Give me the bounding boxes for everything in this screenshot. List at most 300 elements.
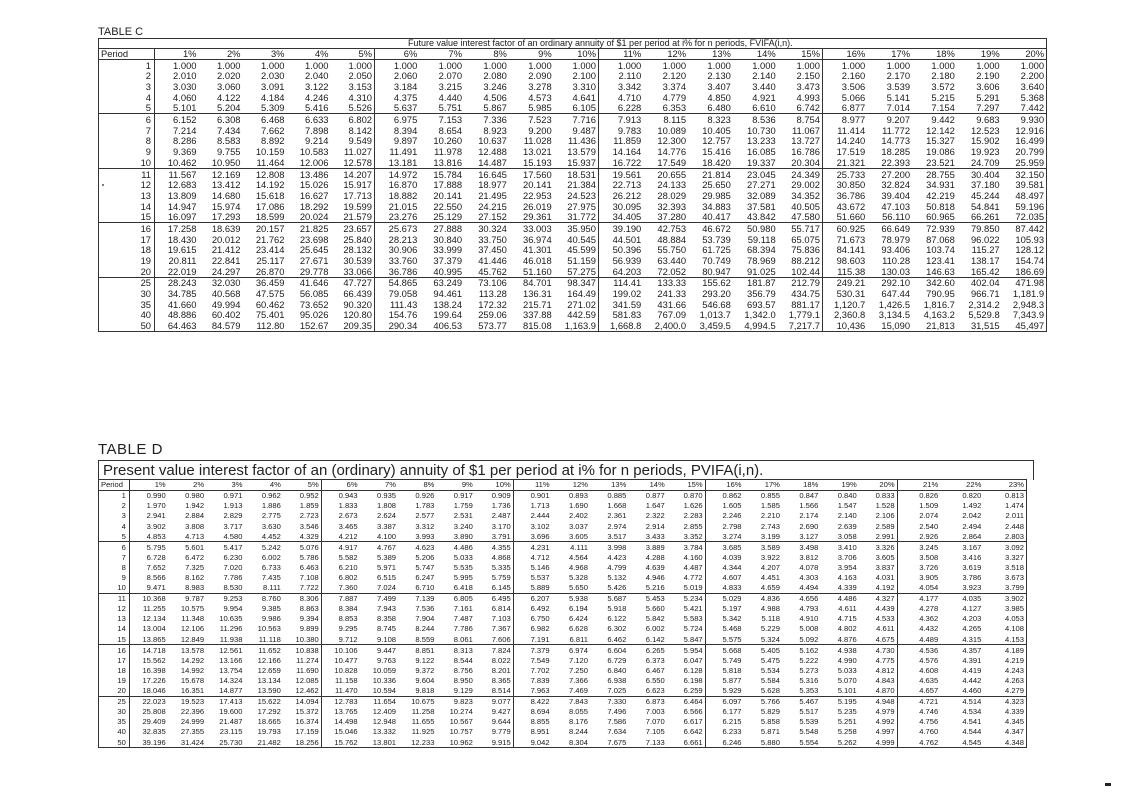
d-column-header: 11% <box>513 480 551 491</box>
value-cell: 2.494 <box>962 521 982 531</box>
value-cell: 2.120 <box>662 70 687 82</box>
value-cell: 4.327 <box>859 593 897 604</box>
value-cell: 4.310 <box>331 92 375 103</box>
value-cell: 10.567 <box>449 717 473 727</box>
value-cell: 6.633 <box>305 114 329 126</box>
value-cell: 4.329 <box>283 531 321 542</box>
d-column-header: 2% <box>168 480 206 491</box>
value-cell: 5.309 <box>243 103 287 114</box>
value-cell: 3.326 <box>859 542 897 553</box>
value-cell: 7.108 <box>283 573 321 583</box>
c-column-header: 10% <box>554 49 599 60</box>
value-cell: 3.606 <box>976 81 1000 93</box>
value-cell: 7.379 <box>530 645 550 655</box>
value-cell: 51.159 <box>554 255 599 266</box>
value-cell: 93.406 <box>881 244 911 256</box>
c-column-header: 9% <box>509 49 554 60</box>
value-cell: 6.247 <box>415 573 435 582</box>
value-cell: 2.941 <box>146 511 166 521</box>
value-cell: 8.694 <box>530 707 550 717</box>
value-cell: 14.773 <box>881 135 911 147</box>
value-cell: 164.49 <box>554 288 599 299</box>
value-cell: 5,529.8 <box>968 309 1000 321</box>
value-cell: 3.786 <box>962 573 982 582</box>
value-cell: 241.33 <box>657 288 687 300</box>
value-cell: 22.396 <box>180 707 205 717</box>
value-cell: 5.858 <box>760 717 780 727</box>
d-column-header: 4% <box>244 480 282 491</box>
value-cell: 337.88 <box>523 309 552 321</box>
value-cell: 12.948 <box>372 717 397 727</box>
value-cell: 40.568 <box>211 288 241 300</box>
value-cell: 10.838 <box>283 645 321 656</box>
value-cell: 20.141 <box>433 190 463 201</box>
value-cell: 767.09 <box>657 309 687 321</box>
value-cell: 4.997 <box>859 727 897 737</box>
value-cell: 55.717 <box>778 223 823 234</box>
value-cell: 2.080 <box>483 70 507 82</box>
value-cell: 3.465 <box>338 521 358 531</box>
value-cell: 10.575 <box>180 604 205 614</box>
value-cell: 10.583 <box>299 146 329 158</box>
period-cell: 5 <box>99 531 130 542</box>
value-cell: 26.212 <box>612 190 642 201</box>
table-row <box>99 266 1047 277</box>
value-cell: 24.133 <box>657 179 687 191</box>
value-cell: 87.068 <box>926 234 955 245</box>
value-cell: 4.100 <box>360 531 398 542</box>
value-cell: 20.157 <box>255 222 285 234</box>
value-cell: 7.499 <box>377 594 397 604</box>
value-cell: 18.046 <box>129 686 167 697</box>
value-cell: 7.786 <box>453 624 473 634</box>
value-cell: 4.545 <box>962 737 982 747</box>
value-cell: 7.003 <box>645 707 665 717</box>
value-cell: 4.219 <box>1004 655 1024 665</box>
table-d-header-row <box>99 480 1027 491</box>
value-cell: 5.229 <box>760 624 780 634</box>
table-row <box>99 125 1047 136</box>
value-cell: 2.040 <box>305 70 329 82</box>
value-cell: 6.002 <box>645 624 665 634</box>
value-cell: 4.246 <box>305 92 329 103</box>
period-cell: 40 <box>99 310 155 321</box>
value-cell: 5.405 <box>760 645 780 655</box>
value-cell: 11.296 <box>219 624 243 634</box>
value-cell: 8.055 <box>568 707 588 717</box>
value-cell: 13.412 <box>211 179 241 191</box>
value-cell: 6.729 <box>607 655 627 665</box>
value-cell: 4.946 <box>645 573 665 582</box>
d-column-header: 8% <box>398 480 436 491</box>
value-cell: 152.67 <box>299 320 329 332</box>
value-cell: 2,360.8 <box>833 309 866 321</box>
value-cell: 98.603 <box>836 255 866 267</box>
value-cell: 4.203 <box>962 614 982 624</box>
value-cell: 25.673 <box>388 222 418 234</box>
value-cell: 3.902 <box>1004 594 1024 604</box>
value-cell: 3.416 <box>962 552 982 562</box>
value-cell: 59.196 <box>1015 200 1045 212</box>
value-cell: 155.62 <box>702 277 731 289</box>
value-cell: 14.487 <box>464 157 509 168</box>
value-cell: 4.607 <box>722 573 742 582</box>
value-cell: 2.150 <box>778 71 823 82</box>
value-cell: 3.923 <box>940 583 983 594</box>
value-cell: 12.169 <box>211 168 241 180</box>
value-cell: 4.580 <box>206 531 244 542</box>
value-cell: 10.405 <box>702 125 731 136</box>
value-cell: 471.98 <box>1015 277 1045 289</box>
value-cell: 6.142 <box>628 634 666 645</box>
value-cell: 7.025 <box>590 686 628 697</box>
value-cell: 8.384 <box>338 604 358 614</box>
value-cell: 7.824 <box>475 645 513 656</box>
value-cell: 1.000 <box>528 59 552 71</box>
value-cell: 0.826 <box>919 491 939 501</box>
value-cell: 18.599 <box>243 212 287 223</box>
value-cell: 5.222 <box>799 655 819 665</box>
value-cell: 9.369 <box>173 146 197 158</box>
value-cell: 2.170 <box>886 70 911 82</box>
value-cell: 39.190 <box>612 222 642 234</box>
value-cell: 11.938 <box>206 634 244 645</box>
value-cell: 4.659 <box>744 583 782 594</box>
value-cell: 9.372 <box>415 665 435 675</box>
value-cell: 47.727 <box>331 277 375 288</box>
value-cell: 3.518 <box>1004 562 1024 572</box>
value-cell: 0.885 <box>607 491 627 501</box>
value-cell: 4.111 <box>570 542 588 552</box>
value-cell: 2.042 <box>962 511 982 521</box>
value-cell: 5.368 <box>1020 92 1045 103</box>
value-cell: 3.812 <box>799 552 819 562</box>
value-cell: 434.75 <box>778 288 823 299</box>
value-cell: 22.953 <box>523 190 552 201</box>
value-cell: 68.394 <box>746 244 776 256</box>
value-cell: 4.323 <box>1004 697 1024 707</box>
value-cell: 3.278 <box>528 81 552 93</box>
value-cell: 60.402 <box>211 309 241 321</box>
value-cell: 4.391 <box>962 655 982 665</box>
value-cell: 11.158 <box>334 675 358 685</box>
value-cell: 5.537 <box>530 573 550 582</box>
value-cell: 5.146 <box>530 562 550 572</box>
value-cell: 2.200 <box>1020 70 1045 82</box>
table-row <box>99 501 1027 511</box>
value-cell: 94.461 <box>433 288 463 300</box>
value-cell: 2.926 <box>897 531 940 542</box>
c-column-header: 3% <box>243 49 287 60</box>
value-cell: 3.589 <box>760 542 780 552</box>
table-row <box>99 60 1047 71</box>
period-cell: 50 <box>99 321 155 332</box>
d-column-header: 16% <box>705 480 743 491</box>
value-cell: 4.054 <box>897 583 940 594</box>
c-column-header: 16% <box>822 49 867 60</box>
value-cell: 12.659 <box>257 665 281 675</box>
value-cell: 112.80 <box>256 320 285 332</box>
period-cell: 1 <box>99 491 130 502</box>
value-cell: 4.870 <box>859 686 897 697</box>
value-cell: 10.635 <box>219 614 243 624</box>
value-cell: 14.498 <box>334 717 358 727</box>
value-cell: 6.750 <box>530 614 550 624</box>
value-cell: 42.219 <box>926 190 955 201</box>
value-cell: 19.599 <box>331 201 375 212</box>
table-row <box>99 563 1027 573</box>
c-column-header: 2% <box>199 49 243 60</box>
value-cell: 6.974 <box>568 645 588 655</box>
value-cell: 3,134.5 <box>878 309 911 321</box>
value-cell: 14.207 <box>331 168 375 179</box>
value-cell: 4.712 <box>530 552 550 562</box>
value-cell: 1.000 <box>217 59 241 71</box>
value-cell: 4.348 <box>1004 737 1024 747</box>
value-cell: 8.559 <box>398 634 436 645</box>
value-cell: 15.622 <box>257 697 281 707</box>
value-cell: 11.925 <box>411 727 435 737</box>
value-cell: 12.578 <box>331 157 375 168</box>
value-cell: 12.106 <box>180 624 205 634</box>
value-cell: 5.141 <box>886 92 911 103</box>
table-row <box>99 491 1027 502</box>
value-cell: 36.974 <box>523 234 552 245</box>
value-cell: 4.968 <box>568 562 588 572</box>
value-cell: 2.246 <box>722 511 742 521</box>
value-cell: 30.840 <box>433 234 463 245</box>
value-cell: 78.969 <box>746 255 776 267</box>
value-cell: 12.523 <box>970 125 1000 136</box>
value-cell: 3.808 <box>185 521 205 531</box>
value-cell: 8.892 <box>261 135 285 147</box>
value-cell: 6.515 <box>377 573 397 582</box>
value-cell: 6.468 <box>261 114 285 126</box>
value-cell: 290.34 <box>388 320 418 332</box>
period-cell: 14 <box>99 624 130 634</box>
value-cell: 9.442 <box>931 114 955 126</box>
value-cell: 5.092 <box>782 634 820 645</box>
value-cell: 4.979 <box>859 707 897 717</box>
value-cell: 7.154 <box>912 103 957 114</box>
value-cell: 4.419 <box>962 665 982 675</box>
value-cell: 5.204 <box>199 103 243 114</box>
value-cell: 11.654 <box>373 697 397 707</box>
value-cell: 172.32 <box>478 299 507 310</box>
value-cell: 0.926 <box>415 491 435 501</box>
value-cell: 103.74 <box>926 244 955 256</box>
value-cell: 87.442 <box>1015 222 1045 234</box>
table-row <box>99 277 1047 288</box>
value-cell: 4.263 <box>1004 675 1024 685</box>
value-cell: 18.292 <box>299 200 329 212</box>
value-cell: 4.035 <box>962 594 982 604</box>
value-cell: 30.906 <box>388 244 418 256</box>
value-cell: 7.360 <box>321 583 359 594</box>
value-cell: 18.430 <box>167 234 197 245</box>
value-cell: 5.101 <box>155 103 199 114</box>
value-cell: 9.915 <box>475 737 513 748</box>
table-row <box>99 656 1027 666</box>
value-cell: 4.999 <box>859 737 897 748</box>
value-cell: 110.28 <box>882 255 911 267</box>
value-cell: 4.948 <box>859 696 897 707</box>
value-cell: 7.139 <box>415 594 435 604</box>
value-cell: 25.730 <box>219 737 243 747</box>
value-cell: 5.724 <box>667 624 705 634</box>
value-cell: 5.867 <box>464 103 509 114</box>
value-cell: 4.362 <box>919 614 939 624</box>
value-cell: 4.760 <box>919 727 939 737</box>
c-column-header: 11% <box>598 49 643 60</box>
value-cell: 7.722 <box>283 583 321 594</box>
value-cell: 9.787 <box>185 594 205 604</box>
period-cell: 1 <box>99 60 155 71</box>
value-cell: 14.324 <box>219 675 243 685</box>
value-cell: 24.709 <box>957 157 1002 168</box>
value-cell: 27.152 <box>464 212 509 223</box>
value-cell: 10.757 <box>449 727 473 737</box>
value-cell: 4.710 <box>617 92 642 103</box>
value-cell: 790.95 <box>926 288 955 300</box>
value-cell: 3.539 <box>886 81 911 93</box>
value-cell: 13.332 <box>372 727 397 737</box>
value-cell: 2.829 <box>223 511 243 521</box>
value-cell: 9.207 <box>886 114 911 126</box>
value-cell: 9.783 <box>617 125 642 136</box>
value-cell: 8.061 <box>436 634 474 645</box>
period-cell: 30 <box>99 707 130 717</box>
value-cell: 7.963 <box>513 686 551 697</box>
value-cell: 2.180 <box>931 70 955 82</box>
period-cell: 14 <box>99 201 155 212</box>
value-cell: 2,400.0 <box>654 320 687 332</box>
value-cell: 54.841 <box>970 200 1000 212</box>
value-cell: 5.008 <box>799 624 819 634</box>
value-cell: 72.035 <box>1002 212 1047 223</box>
value-cell: 15.902 <box>970 135 1000 147</box>
value-cell: 4.910 <box>799 614 819 624</box>
value-cell: 33.003 <box>523 222 552 234</box>
value-cell: 13.727 <box>778 136 823 147</box>
value-cell: 95.026 <box>299 309 329 321</box>
value-cell: 3.122 <box>305 81 329 93</box>
value-cell: 5.889 <box>513 583 551 594</box>
value-cell: 5.954 <box>667 645 705 656</box>
period-cell: 20 <box>99 686 130 697</box>
value-cell: 6.152 <box>173 114 197 126</box>
value-cell: 1.833 <box>338 501 358 511</box>
value-cell: 5.786 <box>283 553 321 563</box>
value-cell: 7.103 <box>475 614 513 624</box>
value-cell: 13.579 <box>554 147 599 158</box>
value-cell: 1.566 <box>799 501 819 511</box>
value-cell: 13.816 <box>419 157 464 168</box>
value-cell: 4.657 <box>897 686 940 697</box>
value-cell: 75.401 <box>255 309 285 321</box>
table-row <box>99 614 1027 624</box>
value-cell: 1,342.0 <box>744 309 776 321</box>
d-column-header: 7% <box>360 480 398 491</box>
value-cell: 11.436 <box>554 136 599 147</box>
value-cell: 0.870 <box>667 491 705 502</box>
value-cell: 402.04 <box>970 277 1000 289</box>
table-row <box>99 310 1047 321</box>
value-cell: 13.181 <box>375 157 420 168</box>
value-cell: 23.115 <box>219 727 243 737</box>
value-cell: 530.31 <box>836 288 866 300</box>
value-cell: 0.855 <box>760 491 780 501</box>
value-cell: 2.074 <box>919 511 939 521</box>
period-cell: 8 <box>99 136 155 147</box>
value-cell: 5.453 <box>645 594 665 604</box>
value-cell: 28.755 <box>926 168 955 180</box>
value-cell: 15.678 <box>180 675 205 685</box>
period-cell: 4 <box>99 521 130 531</box>
value-cell: 7.297 <box>957 103 1002 114</box>
value-cell: 30.850 <box>836 179 866 191</box>
value-cell: 4.812 <box>859 666 897 676</box>
value-cell: 66.261 <box>957 212 1002 223</box>
scan-mark <box>1105 783 1111 786</box>
value-cell: 105.93 <box>1015 234 1045 245</box>
value-cell: 25.808 <box>142 707 166 717</box>
value-cell: 4.536 <box>919 645 939 655</box>
value-cell: 9.385 <box>261 604 281 614</box>
value-cell: 12.006 <box>287 157 331 168</box>
c-column-header: 13% <box>688 49 733 60</box>
period-cell: 25 <box>99 277 155 288</box>
value-cell: 3.153 <box>331 81 375 92</box>
value-cell: 5.291 <box>976 92 1000 103</box>
value-cell: 45.244 <box>970 190 1000 201</box>
c-column-header: 14% <box>733 49 778 60</box>
value-cell: 11.491 <box>389 146 418 158</box>
value-cell: 4.163 <box>837 573 857 582</box>
value-cell: 6.975 <box>393 114 418 126</box>
value-cell: 9.447 <box>377 645 397 655</box>
value-cell: 20.655 <box>657 168 687 180</box>
value-cell: 4.833 <box>705 583 743 594</box>
value-cell: 34.352 <box>778 190 823 201</box>
value-cell: 3.240 <box>453 521 473 531</box>
value-cell: 2.624 <box>377 511 397 521</box>
value-cell: 3.985 <box>1004 604 1024 614</box>
value-cell: 1.000 <box>1020 59 1045 71</box>
value-cell: 8.201 <box>475 666 513 676</box>
value-cell: 35.950 <box>554 223 599 234</box>
value-cell: 17.293 <box>199 212 243 223</box>
value-cell: 17.086 <box>255 200 285 212</box>
value-cell: 6.105 <box>554 103 599 114</box>
value-cell: 7.839 <box>530 675 550 685</box>
value-cell: 546.68 <box>702 299 731 310</box>
value-cell: 3.037 <box>568 521 588 531</box>
value-cell: 2.020 <box>217 70 241 82</box>
value-cell: 581.83 <box>612 309 642 321</box>
value-cell: 28.213 <box>388 234 418 245</box>
period-cell: 7 <box>99 553 130 563</box>
value-cell: 5.759 <box>475 573 513 583</box>
value-cell: 21.482 <box>257 737 281 747</box>
value-cell: 2.283 <box>667 511 705 521</box>
value-cell: 6.047 <box>667 656 705 666</box>
value-cell: 5.273 <box>799 665 819 675</box>
value-cell: 4.127 <box>962 604 982 614</box>
value-cell: 5.842 <box>645 614 665 624</box>
value-cell: 50.818 <box>926 200 955 212</box>
value-cell: 693.57 <box>746 299 776 310</box>
